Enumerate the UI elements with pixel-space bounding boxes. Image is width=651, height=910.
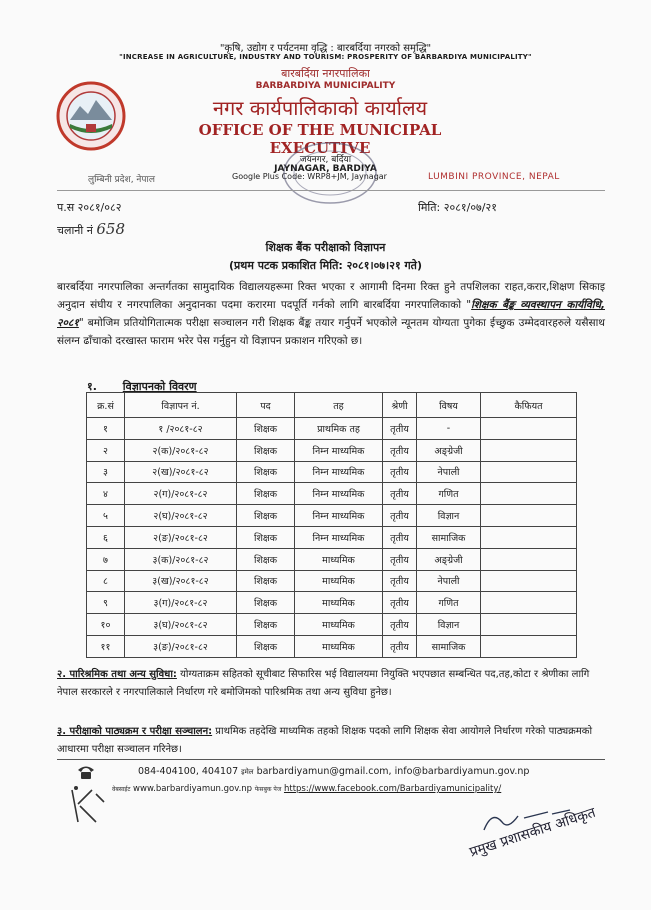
cell-class: तृतीय <box>383 548 417 570</box>
cell-sn: ८ <box>87 570 125 592</box>
cell-level: निम्न माध्यमिक <box>295 439 383 461</box>
dispatch-number-row <box>57 220 125 238</box>
address-np: जयनगर, बर्दिया <box>299 155 352 165</box>
cell-ad-number: ३(ग)/२०८१-८२ <box>125 592 237 614</box>
procedure-name: शिक्षक बैंङ्क व्यवस्थापन कार्यविधि, २०८१ <box>57 299 605 329</box>
cell-post: शिक्षक <box>237 483 295 505</box>
table-row <box>87 505 577 527</box>
cell-ad-number: २(ख)/२०८१-८२ <box>125 461 237 483</box>
cell-class: तृतीय <box>383 483 417 505</box>
cell-subject: विज्ञान <box>417 614 481 636</box>
phone-numbers: 084-404100, 404107 <box>138 766 239 777</box>
table-row <box>87 635 577 657</box>
province-en: LUMBINI PROVINCE, NEPAL <box>428 172 560 182</box>
cell-subject: - <box>417 418 481 440</box>
facebook-label: फेसबुक पेज <box>254 786 282 793</box>
table-row <box>87 483 577 505</box>
dispatch-number: 658 <box>96 220 125 238</box>
cell-remarks <box>481 614 577 636</box>
motto-english: "INCREASE IN AGRICULTURE, INDUSTRY AND TOURISM: PROSPERITY OF BARBARDIYA MUNICIPALITY" <box>119 53 532 61</box>
cell-ad-number: ३(ङ)/२०८१-८२ <box>125 635 237 657</box>
vacancy-table <box>86 392 577 658</box>
table-row <box>87 439 577 461</box>
cell-sn: ६ <box>87 526 125 548</box>
cell-remarks <box>481 592 577 614</box>
cell-sn: ४ <box>87 483 125 505</box>
cell-level: माध्यमिक <box>295 592 383 614</box>
cell-class: तृतीय <box>383 505 417 527</box>
dispatch-label: चलानी नं <box>57 224 93 237</box>
cell-post: शिक्षक <box>237 461 295 483</box>
signatory-title: प्रमुख प्रशासकीय अधिकृत <box>467 804 598 861</box>
cell-level: प्राथमिक तह <box>295 418 383 440</box>
header-sn: क्र.सं <box>87 393 125 418</box>
cell-sn: ५ <box>87 505 125 527</box>
cell-class: तृतीय <box>383 592 417 614</box>
cell-post: शिक्षक <box>237 439 295 461</box>
office-title-en: OFFICE OF THE MUNICIPAL EXECUTIVE <box>198 121 442 157</box>
cell-class: तृतीय <box>383 526 417 548</box>
initials-scribble <box>66 782 110 832</box>
website-link[interactable]: www.barbardiyamun.gov.np <box>133 784 253 794</box>
section-3-text: प्राथमिक तहदेखि माध्यमिक तहको शिक्षक पदको लागि शिक्षक सेवा आयोगले निर्धारण गरेको पाठ्यक्रमको आधारमा परीक्षा सञ्चालन गरिनेछ। <box>57 726 593 755</box>
header-ad-number: विज्ञापन नं. <box>125 393 237 418</box>
cell-ad-number: २(क)/२०८१-८२ <box>125 439 237 461</box>
cell-ad-number: १ /२०८१-८२ <box>125 418 237 440</box>
municipality-name-en: BARBARDIYA MUNICIPALITY <box>255 81 396 91</box>
google-plus-code: Google Plus Code: WRP8+JM, Jaynagar <box>232 172 387 181</box>
cell-remarks <box>481 418 577 440</box>
header-level: तह <box>295 393 383 418</box>
cell-post: शिक्षक <box>237 570 295 592</box>
facebook-link[interactable]: https://www.facebook.com/Barbardiyamunicipality/ <box>283 784 502 794</box>
notice-subtitle: (प्रथम पटक प्रकाशित मिति: २०८१।०७।२१ गते) <box>229 259 422 272</box>
cell-subject: विज्ञान <box>417 505 481 527</box>
cell-sn: २ <box>87 439 125 461</box>
cell-sn: १० <box>87 614 125 636</box>
section-2 <box>57 666 605 702</box>
office-stamp <box>280 140 380 206</box>
cell-subject: सामाजिक <box>417 526 481 548</box>
notice-body <box>57 278 605 350</box>
cell-class: तृतीय <box>383 439 417 461</box>
cell-post: शिक्षक <box>237 505 295 527</box>
cell-remarks <box>481 483 577 505</box>
cell-ad-number: ३(ख)/२०८१-८२ <box>125 570 237 592</box>
cell-level: निम्न माध्यमिक <box>295 461 383 483</box>
cell-subject: गणित <box>417 592 481 614</box>
phone-icon <box>76 764 96 780</box>
table-row <box>87 526 577 548</box>
table-row <box>87 418 577 440</box>
email-addresses[interactable]: barbardiyamun@gmail.com, info@barbardiyamun.gov.np <box>256 766 530 777</box>
cell-subject: अङ्ग्रेजी <box>417 548 481 570</box>
cell-level: निम्न माध्यमिक <box>295 526 383 548</box>
cell-class: तृतीय <box>383 418 417 440</box>
cell-sn: ७ <box>87 548 125 570</box>
section-3-label: ३. परीक्षाको पाठ्यक्रम र परीक्षा सञ्चालन: <box>57 726 213 737</box>
cell-ad-number: २(ग)/२०८१-८२ <box>125 483 237 505</box>
section-1-number: १. <box>87 380 97 393</box>
section-2-label: २. पारिश्रमिक तथा अन्य सुविधा: <box>57 669 177 680</box>
header-subject: विषय <box>417 393 481 418</box>
cell-ad-number: २(घ)/२०८१-८२ <box>125 505 237 527</box>
contact-line-2 <box>112 784 501 794</box>
cell-subject: गणित <box>417 483 481 505</box>
cell-class: तृतीय <box>383 614 417 636</box>
body-text-part1: बारबर्दिया नगरपालिका अन्तर्गतका सामुदायिक विद्यालयहरूमा रिक्त भएका र आगामी दिनमा रिक्त हुने तपशिलका राहत,करार,शिक्षण सिकाइ अनुदान संघीय र नगरपालिका अनुदानका पदमा करारमा पदपूर्ति गर्नको लागि बारबर्दिया नगरपालिकाको " <box>57 281 605 311</box>
contact-line-1 <box>138 766 529 777</box>
table-header-row <box>87 393 577 418</box>
cell-remarks <box>481 548 577 570</box>
table-row <box>87 548 577 570</box>
cell-class: तृतीय <box>383 461 417 483</box>
letter-date: मिति: २०८१/०७/२१ <box>418 201 497 214</box>
cell-post: शिक्षक <box>237 548 295 570</box>
cell-post: शिक्षक <box>237 526 295 548</box>
website-label: वेबसाईट <box>112 786 131 793</box>
notice-title: शिक्षक बैंक परीक्षाको विज्ञापन <box>265 241 386 254</box>
cell-remarks <box>481 635 577 657</box>
cell-ad-number: ३(क)/२०८१-८२ <box>125 548 237 570</box>
cell-remarks <box>481 570 577 592</box>
cell-level: माध्यमिक <box>295 570 383 592</box>
cell-remarks <box>481 439 577 461</box>
header-post: पद <box>237 393 295 418</box>
body-text-part2: " बमोजिम प्रतियोगितात्मक परीक्षा सञ्चालन गरी शिक्षक बैंङ्क तयार गर्नुपर्ने भएकोले न्यूनतम योग्यता पुगेका ईच्छुक उम्मेदवारहरुले यसैसाथ संलग्न ढाँचाको दरखास्त फाराम भरेर पेस गर्नुहुन यो विज्ञापन प्रकाशन गरिएको छ। <box>57 317 605 347</box>
cell-subject: नेपाली <box>417 461 481 483</box>
cell-subject: सामाजिक <box>417 635 481 657</box>
reference-number: प.स २०८१/०८२ <box>57 201 122 214</box>
cell-subject: नेपाली <box>417 570 481 592</box>
cell-remarks <box>481 526 577 548</box>
cell-post: शिक्षक <box>237 592 295 614</box>
cell-post: शिक्षक <box>237 418 295 440</box>
table-row <box>87 592 577 614</box>
cell-class: तृतीय <box>383 570 417 592</box>
table-row <box>87 570 577 592</box>
cell-post: शिक्षक <box>237 614 295 636</box>
cell-level: निम्न माध्यमिक <box>295 483 383 505</box>
cell-remarks <box>481 461 577 483</box>
section-2-text: योग्यताक्रम सहितको सूचीबाट सिफारिस भई विद्यालयमा नियुक्ति भएपछात सम्बन्धित पद,तह,कोटा र श्रेणीका लागि नेपाल सरकारले र नगरपालिकाले निर्धारण गरे बमोजिमको पारिश्रमिक तथा अन्य सुविधा हुनेछ। <box>57 669 590 698</box>
cell-sn: ११ <box>87 635 125 657</box>
cell-level: माध्यमिक <box>295 548 383 570</box>
section-1-label: विज्ञापनको विवरण <box>122 380 197 393</box>
table-row <box>87 461 577 483</box>
email-label: इमेल <box>241 768 254 776</box>
cell-sn: १ <box>87 418 125 440</box>
cell-level: माध्यमिक <box>295 614 383 636</box>
cell-level: माध्यमिक <box>295 635 383 657</box>
motto: "कृषि, उद्योग र पर्यटनमा वृद्धि : बारबर्दिया नगरको समृद्धि" <box>219 43 432 54</box>
header-divider <box>57 190 605 191</box>
cell-remarks <box>481 505 577 527</box>
cell-sn: ३ <box>87 461 125 483</box>
cell-sn: ९ <box>87 592 125 614</box>
cell-subject: अङ्ग्रेजी <box>417 439 481 461</box>
table-row <box>87 614 577 636</box>
address-en: JAYNAGAR, BARDIYA <box>274 164 377 174</box>
header-remarks: कैफियत <box>481 393 577 418</box>
section-3 <box>57 723 605 759</box>
cell-ad-number: २(ङ)/२०८१-८२ <box>125 526 237 548</box>
province-np: लुम्बिनी प्रदेश, नेपाल <box>88 175 155 185</box>
office-title-np: नगर कार्यपालिकाको कार्यालय <box>212 96 428 120</box>
cell-level: निम्न माध्यमिक <box>295 505 383 527</box>
cell-ad-number: ३(घ)/२०८१-८२ <box>125 614 237 636</box>
cell-class: तृतीय <box>383 635 417 657</box>
header-class: श्रेणी <box>383 393 417 418</box>
cell-post: शिक्षक <box>237 635 295 657</box>
footer-divider <box>57 759 605 760</box>
municipality-name-np: बारबर्दिया नगरपालिका <box>281 67 370 80</box>
